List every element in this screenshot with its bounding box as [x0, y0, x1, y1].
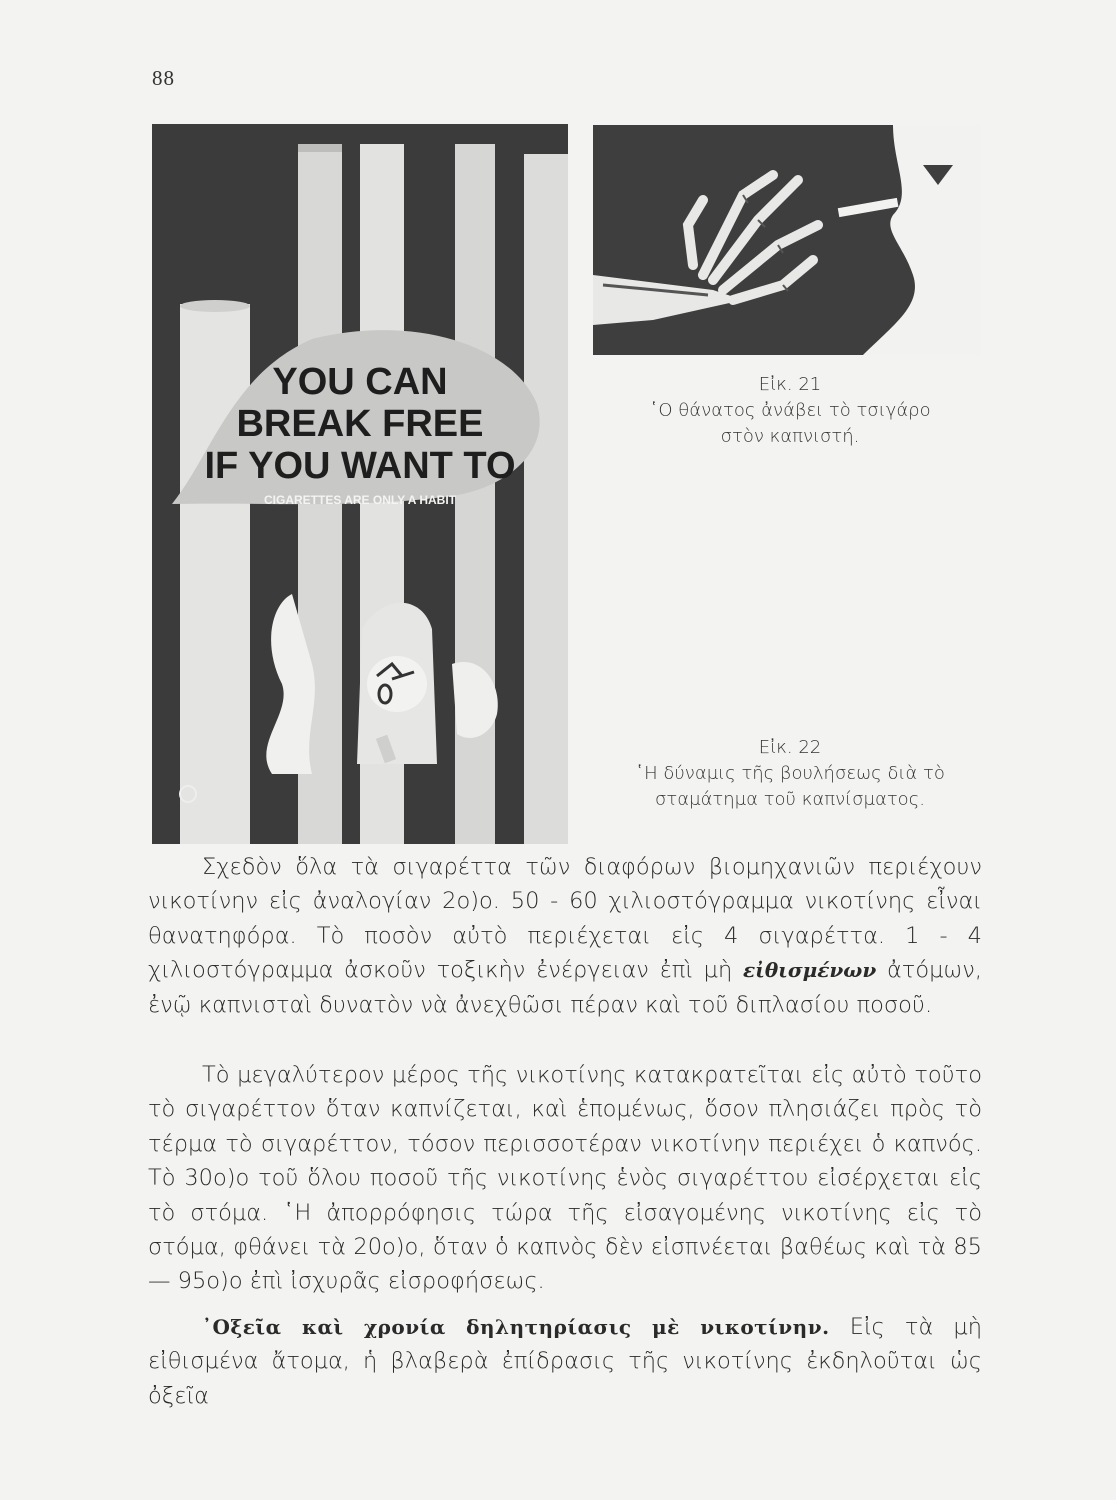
figure-22-label: Εἰκ. 22: [758, 737, 822, 758]
figure-22-caption: [590, 735, 990, 813]
poster-line-3: IF YOU WANT TO: [204, 445, 516, 487]
paragraph-3-text: Εἰς τὰ μὴ εἰθισμένα ἄτομα, ἡ βλαβερὰ ἐπίδρασις τῆς νικοτίνης ἐκδηλοῦται ὡς ὀξεῖα: [148, 1314, 982, 1409]
poster-line-2: BREAK FREE: [236, 403, 484, 445]
page-number: 88: [152, 66, 175, 90]
figure-21-caption: [590, 372, 990, 450]
paragraph-1: [148, 850, 982, 1022]
paragraph-2: [148, 1058, 982, 1299]
paragraph-1-text-after: ἀτόμων, ἐνῷ καπνισταὶ δυνατὸν νὰ ἀνεχθῶσι πέραν καὶ τοῦ διπλασίου ποσοῦ.: [148, 957, 982, 1018]
paragraph-1-emphasis: εἰθισμένων: [743, 958, 877, 983]
figure-22-caption-line-2: σταμάτημα τοῦ καπνίσματος.: [655, 789, 925, 810]
figure-21-caption-line-1: ῾Ο θάνατος ἀνάβει τὸ τσιγάρο: [649, 400, 931, 421]
poster-subline: CIGARETTES ARE ONLY A HABIT: [263, 493, 457, 507]
paragraph-3: [148, 1310, 982, 1413]
poster-line-1: YOU CAN: [272, 361, 448, 403]
figure-21-caption-line-2: στὸν καπνιστή.: [720, 426, 860, 447]
skeleton-image: [593, 125, 981, 355]
paragraph-2-text: Τὸ μεγαλύτερον μέρος τῆς νικοτίνης κατακρατεῖται εἰς αὐτὸ τοῦτο τὸ σιγαρέττον ὅταν καπνίζεται, καὶ ἑπομένως, ὅσον πλησιάζει πρὸς τὸ τέρμα τὸ σιγαρέττον, τόσον περισσοτέραν νικοτίνην περιέχει ὁ καπνός. Τὸ 30ο)ο τοῦ ὅλου ποσοῦ τῆς νικοτίνης ἑνὸς σιγαρέττου εἰσέρχεται εἰς τὸ στόμα. ῾Η ἀπορρόφησις τώρα τῆς εἰσαγομένης νικοτίνης εἰς τὸ στόμα, φθάνει τὰ 20ο)ο, ὅταν ὁ καπνὸς δὲν εἰσπνέεται βαθέως καὶ τὰ 85 — 95ο)ο ἐπὶ ἰσχυρᾶς εἰσροφήσεως.: [148, 1062, 982, 1295]
figure-22-caption-line-1: ῾Η δύναμις τῆς βουλήσεως διὰ τὸ: [635, 763, 945, 784]
figure-21-label: Εἰκ. 21: [758, 374, 822, 395]
section-heading: ᾿Οξεῖα καὶ χρονία δηλητηρίασις μὲ νικοτίνην.: [202, 1315, 830, 1339]
paragraph-1-text-before: Σχεδὸν ὅλα τὰ σιγαρέττα τῶν διαφόρων βιομηχανιῶν περιέχουν νικοτίνην εἰς ἀναλογίαν 2ο)ο. 50 - 60 χιλιοστόγραμμα νικοτίνης εἶναι θανατηφόρα. Τὸ ποσὸν αὐτὸ περιέχεται εἰς 4 σιγαρέττα. 1 - 4 χιλιοστόγραμμα ἀσκοῦν τοξικὴν ἐνέργειαν ἐπὶ μὴ: [148, 854, 982, 984]
poster-image: [152, 124, 568, 844]
